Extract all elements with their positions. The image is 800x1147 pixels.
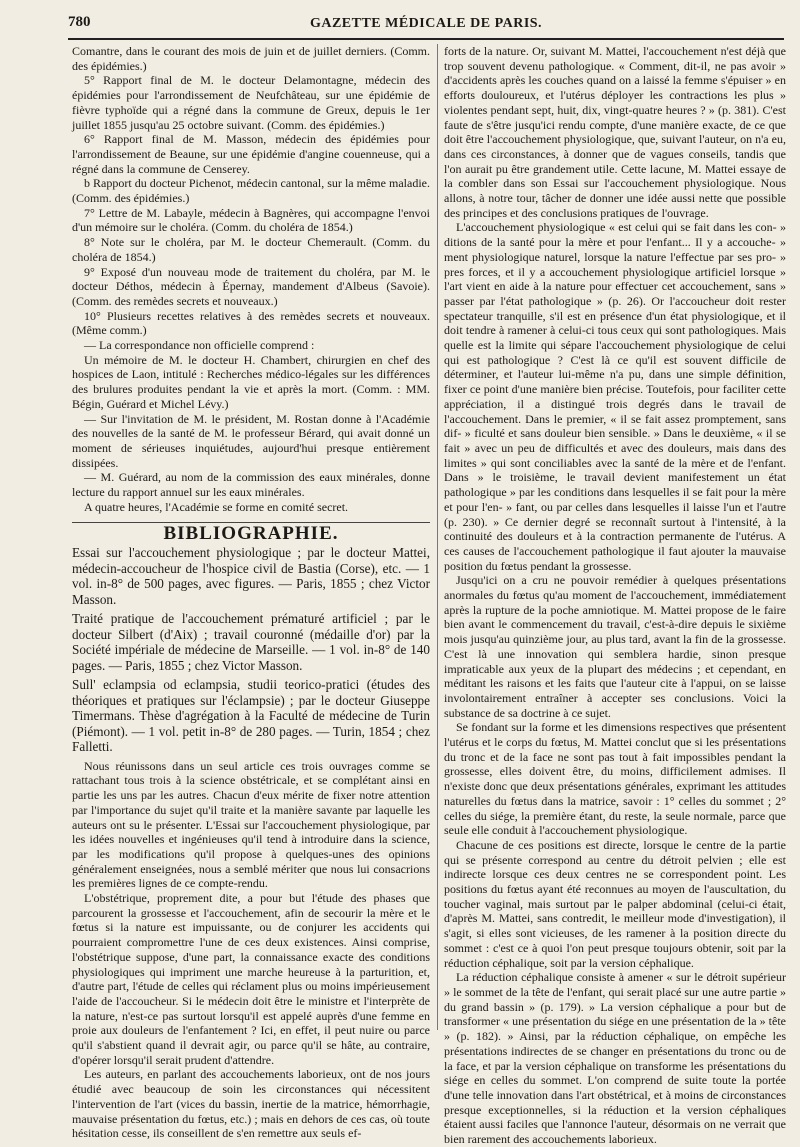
biblio-entry: Essai sur l'accouchement physiologique ; par le docteur Mattei, médecin-accoucheur de l'hospice civil de Bastia (Corse), etc. — 1 vol. in-8° de 500 pages, avec figures. — Paris, 1855 ; chez Victor Masson. xyxy=(72,545,430,607)
list-item: 7° Lettre de M. Labayle, médecin à Bagnères, qui accompagne l'envoi d'un mémoire sur le choléra. (Comm. du choléra de 1854.) xyxy=(72,205,430,235)
closing-note: A quatre heures, l'Académie se forme en comité secret. xyxy=(84,499,349,514)
left-column xyxy=(72,44,430,1141)
body-paragraph: Les auteurs, en parlant des accouchements laborieux, ont de nos jours étudié avec beaucoup de soin les circonstances qui nécessitent l'intervention de l'art (vices du bassin, inertie de la matrice, hémorrhagie, mauvaise présentation du fœtus, etc.) ; mais en dehors de ces cas, où toute hésitation cesse, ils conseillent de s'en remettre aux seuls ef- xyxy=(72,1067,430,1141)
body-paragraph: La réduction céphalique consiste à amener « sur le détroit supérieur » le sommet de la tête de l'enfant, qui serait placé sur une autre partie » du grand bassin » (p. 179). » La version céphalique a pour but de transformer « une présentation du siége en une présentation de la » tête » (p. 182). » Ainsi, par la réduction céphalique, on empêche les présentations indirectes de se changer en présentations du tronc ou de la face, et par la version céphalique on transforme les présentations du siége en celles du sommet. L'on comprend de suite toute la portée d'une telle innovation dans l'art obstétrical, et à moins de circonstances presque exceptionnelles, si la réduction et la version céphaliques étaient aussi faciles que l'annonce l'auteur, désormais on ne verrait que bien rarement des accouchements laborieux. xyxy=(444,970,786,1147)
correspondence-item: Un mémoire de M. le docteur H. Chambert, chirurgien en chef des hospices de Laon, intitulé : Recherches médico-légales sur les différences des brulures produites pendant la vie et après la mort. (Comm. : MM. Bégin, Guérard et Michel Lévy.) xyxy=(72,352,430,411)
rostan-note: — Sur l'invitation de M. le président, M. Rostan donne à l'Académie des nouvelles de la santé de M. le professeur Bérard, qui avait donné un moment de sérieuses inquiétudes, aujourd'hui presque entièrement dissipées. xyxy=(72,411,430,470)
body-paragraph: L'obstétrique, proprement dite, a pour but l'étude des phases que parcourent la grossesse et l'accouchement, afin de secourir la mère et le fœtus si la nature est impuissante, ou de conjurer les accidents qui pourraient compromettre l'une de ces deux existences. Ainsi comprise, l'obstétrique suppose, d'une part, la connaissance exacte des conditions physiologiques qui impriment une marche heureuse à la parturition, et, d'autre part, l'étude de celles qui réclament plus ou moins impérieusement l'aide de l'accoucheur. Si le médecin doit être le ministre et l'interprète de la nature, n'est-ce pas surtout lorsqu'il est appelé auprès d'une femme en proie aux douleurs de l'enfantement ? Ici, en effet, il peut nuire ou parce qu'il s'abstient quand il devrait agir, ou parce qu'il se hâte, au contraire, d'opérer lorsqu'il serait prudent d'attendre. xyxy=(72,891,430,1067)
page-header xyxy=(68,12,784,40)
list-item: b Rapport du docteur Pichenot, médecin cantonal, sur la même maladie. (Comm. des épidémies.) xyxy=(72,176,430,206)
list-item: 9° Exposé d'un nouveau mode de traitement du choléra, par M. le docteur Déthos, médecin à Épernay, mandement d'Albeus (Savoie). (Comm. des remèdes secrets et nouveaux.) xyxy=(72,264,430,308)
guerard-note: — M. Guérard, au nom de la commission des eaux minérales, donne lecture du rapport annuel sur les eaux minérales. xyxy=(72,470,430,500)
list-item: 5° Rapport final de M. le docteur Delamontagne, médecin des épidémies pour l'arrondissement de Neufchâteau, sur une épidémie de fièvre typhoïde qui a régné dans la commune de Greux, depuis le 1er juillet 1855 jusqu'au 25 octobre suivant. (Comm. des épidémies.) xyxy=(72,73,430,132)
list-item: Comantre, dans le courant des mois de juin et de juillet derniers. (Comm. des épidémies.) xyxy=(72,44,430,73)
right-column xyxy=(444,44,786,1147)
body-paragraph: forts de la nature. Or, suivant M. Mattei, l'accouchement n'est déjà que trop souvent devenu pathologique. « Comment, dit-il, ne pas avoir » d'accidents après les couches quand on a laissé la femme s'épuiser » en efforts douloureux, et l'utérus déployer les contractions les plus » violentes pendant sept, huit, dix, vingt-quatre heures ? » (p. 381). C'est faute de s'être jusqu'ici rendu compte, d'une manière exacte, de ce que doit être l'accouchement physiologique, que, suivant l'auteur, on n'a eu, dans ces circonstances, à donner que de vagues conseils, tandis que l'on aurait pu être grandement utile. Cette lacune, M. Mattei essaye de la combler dans son Essai sur l'accouchement physiologique. Nous allons, à notre tour, tâcher de donner une idée aussi nette que possible des principes et des conclusions pratiques de l'ouvrage. xyxy=(444,44,786,220)
page-number: 780 xyxy=(68,14,91,30)
biblio-entry: Sull' eclampsia od eclampsia, studii teorico-pratici (études des théoriques et pratiques sur l'éclampsie) ; par le docteur Giuseppe Timermans. Thèse d'agrégation à la Faculté de médecine de Turin (Piémont). — 1 vol. petit in-8° de 280 pages. — Turin, 1854 ; chez Falletti. xyxy=(72,677,430,755)
section-title: BIBLIOGRAPHIE. xyxy=(72,522,430,542)
column-divider xyxy=(437,44,438,1030)
list-item: 6° Rapport final de M. Masson, médecin des épidémies pour l'arrondissement de Beaune, sur une épidémie d'angine couenneuse, qui a régné dans la commune de Censerey. xyxy=(72,132,430,176)
body-paragraph: Nous réunissons dans un seul article ces trois ouvrages comme se rattachant tous trois à la science obstétricale, et se complétant ainsi en partie les uns par les autres. Chacun d'eux mérite de fixer notre attention par l'importance du sujet qu'il traite et la manière savante par laquelle les auteurs ont su le présenter. L'Essai sur l'accouchement physiologique, par les idées nouvelles et ingénieuses qu'il tend à introduire dans la science, par les modifications qu'il propose à quelques-unes des opinions généralement enseignées, nous a semblé mériter que nous lui consacrions les premières lignes de ce compte-rendu. xyxy=(72,758,430,891)
correspondence-title: — La correspondance non officielle comprend : xyxy=(84,338,315,353)
body-paragraph: Chacune de ces positions est directe, lorsque le centre de la partie qui se présente correspond au centre du détroit pelvien ; elle est indirecte lorsque ces deux centres ne se correspondent point. Les positions du fœtus ayant été reconnues au moyen de l'auscultation, du toucher vaginal, mais surtout par le palper abdominal (celui-ci était, d'après M. Mattei, sans contredit, le meilleur mode d'investigation), il s'agit, si elles sont vicieuses, de les ramener à la position directe du sommet : c'est ce à quoi l'on peut presque toujours obtenir, soit par la réduction céphalique, soit par la version céphalique. xyxy=(444,837,786,970)
list-item: 8° Note sur le choléra, par M. le docteur Chemerault. (Comm. du choléra de 1854.) xyxy=(72,235,430,264)
body-paragraph: L'accouchement physiologique « est celui qui se fait dans les con- » ditions de la santé pour la mère et pour l'enfant... Il y a accouche- » ment physiologique naturel, lorsque la nature l'effectue par ses pro- » pres forces, et il y a accouchement physiologique artificiel lorsque » l'art vient en aide à la nature pour effectuer cet accouchement, sans » passer par l'état pathologique » (p. 26). Or l'accoucheur doit rester spectateur tranquille, s'il est en présence d'un état physiologique, et il doit tendre à ramener à celui-ci tous ceux qui sont pathologiques. Mais quelle est la limite qui sépare l'accouchement physiologique de celui qui est pathologique ? C'est là ce qu'il est souvent difficile de déterminer, et l'auteur lui-même n'a pu, dans une simple définition, fixer ce point d'une manière bien précise. Toutefois, pour faciliter cette appréciation, il a distingué trois degrés dans le travail de l'accouchement. Dans le premier, « il se fait assez promptement, sans dif- » ficulté et sans douleur bien sensible. » Dans le deuxième, « il se fait » avec un peu de difficultés et avec des douleurs, mais dans des limites » qui sont conciliables avec la santé de la mère et de l'enfant. Dans » le troisième, le travail devient manifestement un état pathologique » par les conditions dans lesquelles il se fait pour la mère et pour l'en- » fant, ou par celles dans lesquelles il laisse l'un et l'autre (p. 230). » Ce dernier degré se reconnaît surtout à l'intensité, à la continuité des douleurs et à la contraction permanente de l'utérus. A ces causes de l'accouchement pathologique il faut ajouter la mauvaise position du fœtus pendant la grossesse. xyxy=(444,220,786,573)
running-title: GAZETTE MÉDICALE DE PARIS. xyxy=(309,16,543,31)
body-paragraph: Jusqu'ici on a cru ne pouvoir remédier à quelques présentations anormales du fœtus qu'au moment de l'accouchement, immédiatement après la rupture de la poche amniotique. M. Mattei propose de le faire bien avant le commencement du travail, c'est-à-dire depuis le sixième mois jusqu'au quinzième jour, au plus tard, avant la fin de la grossesse. C'est là une innovation qui semblera hardie, sinon presque impraticable aux yeux de la plupart des médecins ; et cependant, en méditant les raisons et les faits que l'auteur cite à l'appui, on se laisse involontairement entraîner à accepter ses conclusions. Voici la substance de sa doctrine à ce sujet. xyxy=(444,573,786,720)
body-paragraph: Se fondant sur la forme et les dimensions respectives que présentent l'utérus et le corps du fœtus, M. Mattei conclut que si les présentations du tronc et de la face ne sont pas tout à fait impossibles pendant la grossesse, elles doivent être, du moins, difficilement admises. Il n'existe donc que deux présentations générales, exprimant les attitudes naturelles du fœtus dans la matrice, savoir : 1° celles du sommet ; 2° celles du siége, la première étant, du reste, la seule normale, parce que seule elle conduit à l'accouchement physiologique. xyxy=(444,720,786,838)
list-item: 10° Plusieurs recettes relatives à des remèdes secrets et nouveaux. (Même comm.) xyxy=(72,308,430,338)
biblio-entry: Traité pratique de l'accouchement prématuré artificiel ; par le docteur Silbert (d'Aix) ; travail couronné (médaille d'or) par la Société impériale de médecine de Marseille. — 1 vol. in-8° de 140 pages. — Paris, 1855 ; chez Victor Masson. xyxy=(72,611,430,673)
